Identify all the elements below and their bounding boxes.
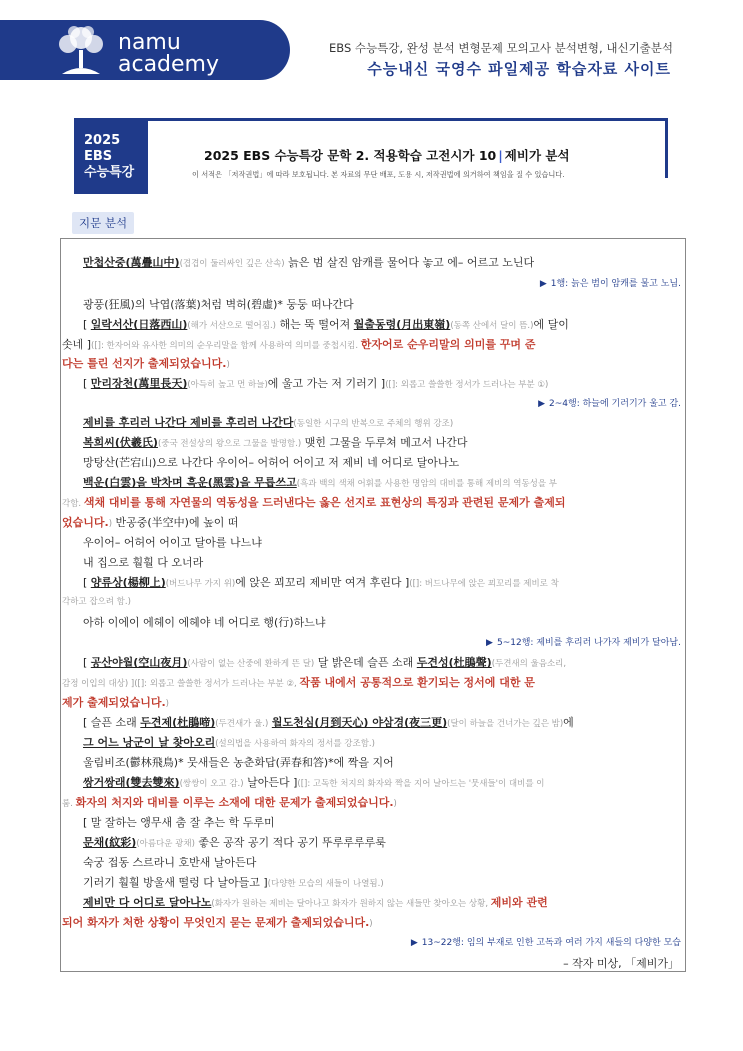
brand-logo[interactable] [0,10,290,80]
poem-line: 다는 틀린 선지가 출제되었습니다.) [62,357,230,370]
poem-line: 만첩산중(萬疊山中)(겹겹이 둘러싸인 깊은 산속) 늙은 범 살진 암캐를 물어다 놓고 에– 어르고 노닌다 [83,256,535,269]
poem-line: [ 말 잘하는 앵무새 춤 잘 추는 학 두루미 [83,816,275,829]
poem-line: 감정 이입의 대상) ]([]: 외롭고 쓸쓸한 정서가 드러나는 부분 ②, 작품 내에서 공통적으로 환기되는 정서에 대한 문 [62,676,535,689]
poem-line: [ 일락서산(日落西山)(해가 서산으로 떨어짐.) 해는 뚝 떨어져 월출동령(月出東嶺)(동쪽 산에서 달이 뜸.)에 달이 [83,318,569,331]
copyright-note: 이 서적은 「저작권법」에 따라 보호됩니다. 본 자료의 무단 배포, 도용 시, 저작권법에 의거하여 책임을 질 수 있습니다. [192,170,565,179]
poem-line: 내 집으로 훨훨 다 오너라 [83,556,204,569]
title-band [74,118,668,194]
summary-line: ▶ 13~22행: 임의 부재로 인한 고독과 여러 가지 새들의 다양한 모습 [410,938,681,948]
poem-line: 망탕산(芒宕山)으로 나간다 우이어– 어허어 어이고 저 제비 네 어디로 달아나노 [83,456,460,469]
triangle-right-icon: ▶ [486,638,493,648]
tagline: EBS 수능특강, 완성 분석 변형문제 모의고사 분석변형, 내신기출분석 [329,41,673,55]
poem-line: 복희씨(伏羲氏)(중국 전설상의 왕으로 그물을 발명함.) 맺힌 그물을 두루쳐 메고서 나간다 [83,436,468,449]
poem-line: 쌍거쌍래(雙去雙來)(쌍쌍이 오고 감.) 날아든다 ]([]: 고독한 처지의 화자와 짝을 지어 날아드는 '뭇새들'이 대비를 이 [83,776,545,789]
poem-line: 각함. 색채 대비를 통해 자연물의 역동성을 드러낸다는 옳은 선지로 표현상의 특징과 관련된 문제가 출제되 [62,496,566,509]
summary-line: ▶ 1행: 늙은 범이 암캐를 물고 노님. [539,279,681,289]
poem-line: 광풍(狂風)의 낙엽(落葉)처럼 벽허(碧虛)* 둥둥 떠나간다 [83,298,354,311]
summary-line: ▶ 5~12행: 제비를 후리러 나가자 제비가 달아남. [486,638,681,648]
poem-line: 문채(紋彩)(아름다운 광채) 좋은 공작 공기 적다 공기 뚜루루루루룩 [83,836,386,849]
poem-line: 아하 이에이 에헤이 에헤야 네 어디로 행(行)하느냐 [83,616,326,629]
site-headline: 수능내신 국영수 파일제공 학습자료 사이트 [367,60,671,78]
tree-icon [52,24,110,78]
poem-line: 각하고 잡으려 함.) [62,597,131,607]
brand-name: namu academy [118,30,220,77]
poem-line: 제비를 후리러 나간다 제비를 후리러 나간다(동일한 시구의 반복으로 주체의 행위 강조) [83,416,454,429]
section-tag: 지문 분석 [72,212,134,234]
poem-line: 기러기 훨훨 방울새 떨렁 다 날아들고 ](다양한 모습의 새들이 나열됨.) [83,876,384,889]
poem-line: [ 슬픈 소래 두견제(杜鵑啼)(두견새가 울.) 월도천심(月到天心) 야삼경(夜三更)(달이 하늘을 건너가는 깊은 밤)에 [83,716,574,729]
edition-badge: 2025 EBS 수능특강 [74,118,148,194]
document-title: 2025 EBS 수능특강 문학 2. 적용학습 고전시가 10 | 제비가 분석 [204,148,570,163]
triangle-right-icon: ▶ [539,279,547,289]
poem-line: [ 만리장천(萬里長天)(아득히 높고 먼 하늘)에 울고 가는 저 기러기 ]([]: 외롭고 쓸쓸한 정서가 드러나는 부분 ①) [83,377,549,390]
poem-line: 백운(白雲)을 박차며 흑운(黑雲)을 무릅쓰고(흑과 백의 색채 어휘를 사용한 명암의 대비를 통해 제비의 역동성을 부 [83,476,557,489]
poem-line: 우이어– 어허어 어이고 달아를 나느냐 [83,536,262,549]
poem-line: 룸. 화자의 처지와 대비를 이루는 소재에 대한 문제가 출제되었습니다.) [62,796,397,809]
summary-line: ▶ 2~4행: 하늘에 기러기가 울고 감. [538,399,681,409]
triangle-right-icon: ▶ [410,938,418,948]
poem-line: 제가 출제되었습니다.) [62,696,169,709]
triangle-right-icon: ▶ [538,399,546,409]
poem-line: 그 어느 낭군이 날 찾아오리(설의법을 사용하여 화자의 정서를 강조함.) [83,736,375,749]
poem-line: 제비만 다 어디로 달아나노(화자가 원하는 제비는 달아나고 화자가 원하지 않는 새들만 찾아오는 상황, 제비와 관련 [83,896,548,909]
poem-line: 숙궁 접동 스르라니 호반새 날아든다 [83,856,257,869]
author-credit: – 작자 미상, 「제비가」 [563,957,679,970]
poem-line: [ 공산야월(空山夜月)(사람이 없는 산중에 환하게 뜬 달) 달 밝은데 슬픈 소래 두견성(杜鵑聲)(두견새의 울음소리, [83,656,567,669]
poem-line: 었습니다.) 반공중(半空中)에 높이 떠 [62,516,239,529]
poem-line: [ 양류상(楊柳上)(버드나무 가지 위)에 앉은 꾀꼬리 제비만 여겨 후린다 ]([]: 버드나무에 앉은 꾀꼬리를 제비로 착 [83,576,559,589]
poem-line: 솟네 ]([]: 한자어와 유사한 의미의 순우리말을 함께 사용하여 의미를 중첩시킴. 한자어로 순우리말의 의미를 꾸며 준 [62,338,536,351]
poem-line: 울림비조(鬱林飛鳥)* 뭇새들은 농춘화답(弄春和答)*에 짝을 지어 [83,756,394,769]
poem-line: 되어 화자가 처한 상황이 무엇인지 묻는 문제가 출제되었습니다.) [62,916,373,929]
